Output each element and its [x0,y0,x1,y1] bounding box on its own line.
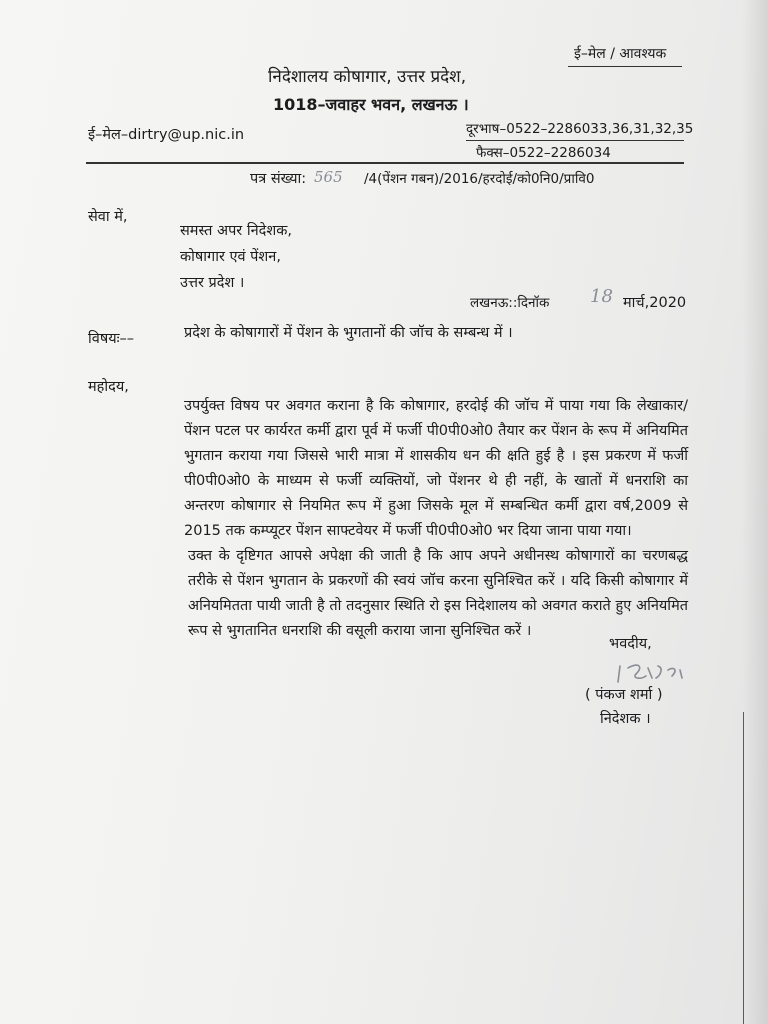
subject-label: विषयः–– [88,331,135,347]
reference-number: /4(पेंशन गबन)/2016/हरदोई/को0नि0/प्रावि0 [364,171,595,187]
reference-handwritten-number: 565 [314,168,343,186]
phone-number: दूरभाष–0522–2286033,36,31,32,35 [466,121,694,137]
fax-number: फैक्स–0522–2286034 [476,145,611,161]
date-place-label: लखनऊ::दिनॉक [470,295,550,311]
recipient-line-3: उत्तर प्रदेश । [180,275,245,291]
date-month-year: मार्च,2020 [623,295,687,311]
body-paragraph-2: उक्त के दृष्टिगत आपसे अपेक्षा की जाती है कि आप अपने अधीनस्थ कोषागारों का चरणबद्ध तरीके से पेंशन भुगतान के प्रकरणों की स्वयं जॉच करना सुनिश्चित करें । यदि किसी कोषागार में अनियमितता पायी जाती है तो तदनुसार स्थिति रो इस निदेशालय को अवगत कराते हुए अनियमित रूप से भुगतानित धनराशि की वसूली कराया जाना सुनिश्चित करें । [188,548,688,639]
office-name: निदेशालय कोषागार, उत्तर प्रदेश, [268,67,467,87]
closing: भवदीय, [609,636,652,652]
subject-text: प्रदेश के कोषागारों में पेंशन के भुगतानों की जॉच के सम्बन्ध में । [184,325,513,341]
recipient-line-1: समस्त अपर निदेशक, [180,223,292,239]
signatory-designation: निदेशक । [600,711,651,727]
recipient-line-2: कोषागार एवं पेंशन, [180,249,281,265]
letter-body [88,394,688,644]
email-address: ई–मेल–dirtry@up.nic.in [88,127,245,143]
body-paragraph-1: उपर्युक्त विषय पर अवगत कराना है कि कोषागार, हरदोई की जॉच में पाया गया कि लेखाकार/पेंशन पटल पर कार्यरत कर्मी द्वारा पूर्व में फर्जी पी0पी0ओ0 तैयार कर पेंशन के रूप में अनियमित भुगतान कराया गया जिससे भारी मात्रा में शासकीय धन की क्षति हुई है । इस प्रकरण में फर्जी पी0पी0ओ0 के माध्यम से फर्जी व्यक्तियों, जो पेंशनर थे ही नहीं, के खातों में धनराशि का अन्तरण कोषागार से नियमित रूप में हुआ जिसके मूल में सम्बन्धित कर्मी द्वारा वर्ष,2009 से 2015 तक कम्प्यूटर पेंशन साफ्टवेयर में फर्जी पी0पी0ओ0 भर दिया जाना पाया गया। [184,398,688,539]
office-address: 1018–जवाहर भवन, लखनऊ । [273,95,469,114]
date-day-handwritten: 18 [590,286,613,307]
reference-label: पत्र संख्या: [250,171,307,187]
email-tag-underline [568,66,682,67]
page-edge-shadow [742,0,768,1024]
header-rule [86,162,684,164]
salutation: सेवा में, [88,209,128,225]
greeting: महोदय, [88,379,129,395]
phone-underline [466,140,684,141]
signatory-name: ( पंकज शर्मा ) [585,687,663,703]
email-priority-tag: ई–मेल / आवश्यक [574,46,667,62]
